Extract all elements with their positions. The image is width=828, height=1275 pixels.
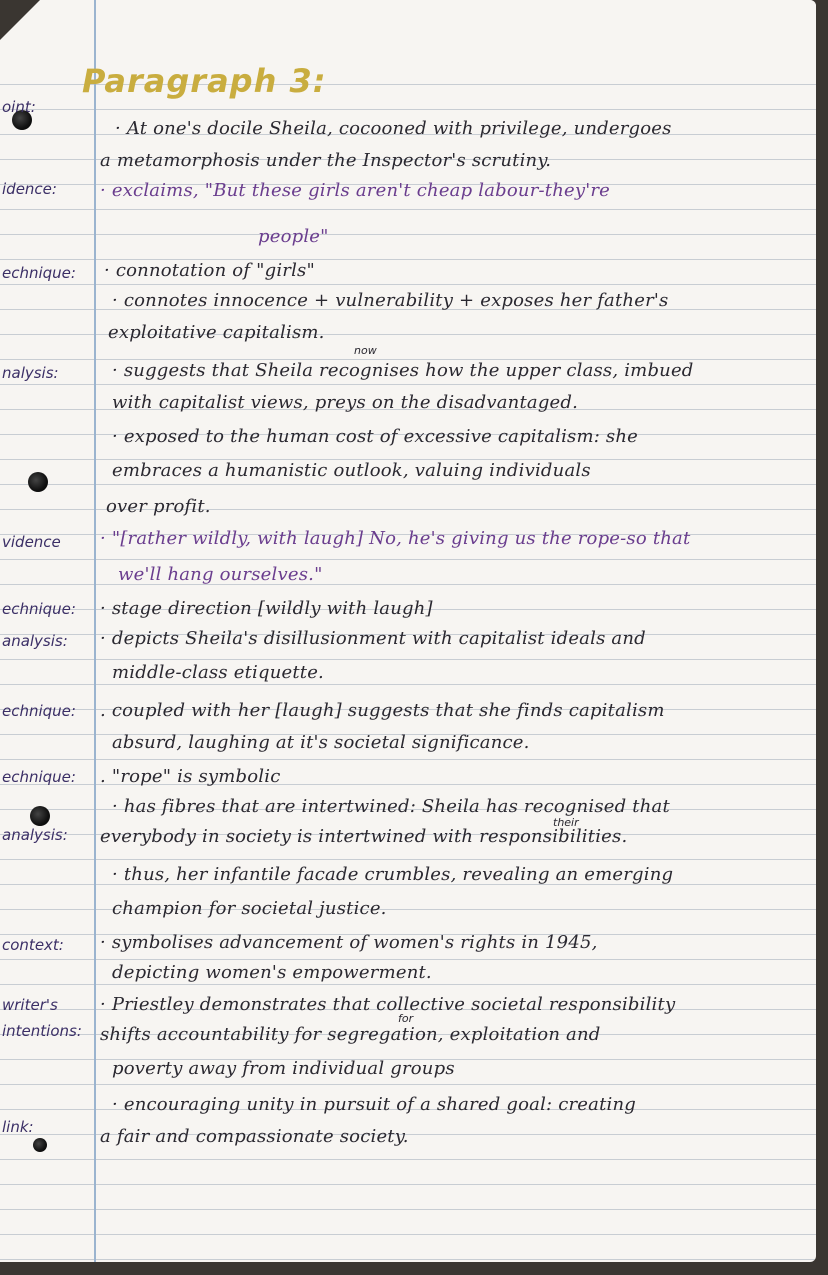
note-line: a fair and compassionate society. [100, 1126, 409, 1147]
label-evidence: vidence [2, 533, 61, 551]
note-line: · suggests that Sheila recognises how the upper class, imbued [112, 360, 694, 381]
note-line: exploitative capitalism. [108, 322, 325, 343]
punch-hole [28, 472, 48, 492]
label-technique: echnique: [2, 264, 76, 282]
label-link: link: [2, 1118, 34, 1136]
label-context: context: [2, 936, 64, 954]
note-line: · exposed to the human cost of excessive capitalism: she [112, 426, 639, 447]
label-technique: echnique: [2, 702, 76, 720]
label-intentions: intentions: [2, 1022, 82, 1040]
annotation-now: now [354, 344, 377, 357]
note-line: · Priestley demonstrates that collective societal responsibility [100, 994, 676, 1015]
label-evidence: idence: [2, 180, 57, 198]
label-analysis: nalysis: [2, 364, 59, 382]
quote-line: · "[rather wildly, with laugh] No, he's giving us the rope-so that [100, 528, 691, 549]
note-line: . coupled with her [laugh] suggests that she finds capitalism [100, 700, 665, 721]
label-point: oint: [2, 98, 36, 116]
note-line: middle-class etiquette. [112, 662, 324, 683]
note-line: champion for societal justice. [112, 898, 387, 919]
note-line: absurd, laughing at it's societal significance. [112, 732, 530, 753]
quote-line: we'll hang ourselves." [118, 564, 323, 585]
note-line: embraces a humanistic outlook, valuing individuals [112, 460, 591, 481]
note-line: · stage direction [wildly with laugh] [100, 598, 433, 619]
quote-line: people" [258, 226, 329, 247]
note-line: · connotation of "girls" [104, 260, 315, 281]
note-line: · symbolises advancement of women's rights in 1945, [100, 932, 598, 953]
note-line: a metamorphosis under the Inspector's scrutiny. [100, 150, 552, 171]
note-line: · has fibres that are intertwined: Sheila has recognised that [112, 796, 670, 817]
label-technique: echnique: [2, 768, 76, 786]
label-analysis: analysis: [2, 826, 68, 844]
note-line: poverty away from individual groups [112, 1058, 455, 1079]
note-line: · connotes innocence + vulnerability + exposes her father's [112, 290, 669, 311]
label-writers: writer's [2, 996, 58, 1014]
punch-hole [33, 1138, 47, 1152]
note-line: · thus, her infantile facade crumbles, revealing an emerging [112, 864, 674, 885]
annotation-for: for [398, 1012, 414, 1025]
page-heading: Paragraph 3: [82, 62, 327, 100]
margin-line [94, 0, 96, 1262]
note-line: · depicts Sheila's disillusionment with capitalist ideals and [100, 628, 646, 649]
annotation-their: their [553, 816, 579, 829]
note-line: with capitalist views, preys on the disadvantaged. [112, 392, 579, 413]
note-line: shifts accountability for segregation, exploitation and [100, 1024, 601, 1045]
quote-line: · exclaims, "But these girls aren't cheap labour-they're [100, 180, 611, 201]
note-line: . "rope" is symbolic [100, 766, 281, 787]
note-line: everybody in society is intertwined with responsibilities. [100, 826, 628, 847]
note-line: depicting women's empowerment. [112, 962, 432, 983]
note-line: · encouraging unity in pursuit of a shared goal: creating [112, 1094, 636, 1115]
note-line: over profit. [106, 496, 211, 517]
label-analysis: analysis: [2, 632, 68, 650]
note-line: · At one's docile Sheila, cocooned with privilege, undergoes [115, 118, 672, 139]
punch-hole [30, 806, 50, 826]
label-technique: echnique: [2, 600, 76, 618]
folded-corner [0, 0, 40, 40]
page-top-margin [0, 0, 816, 58]
